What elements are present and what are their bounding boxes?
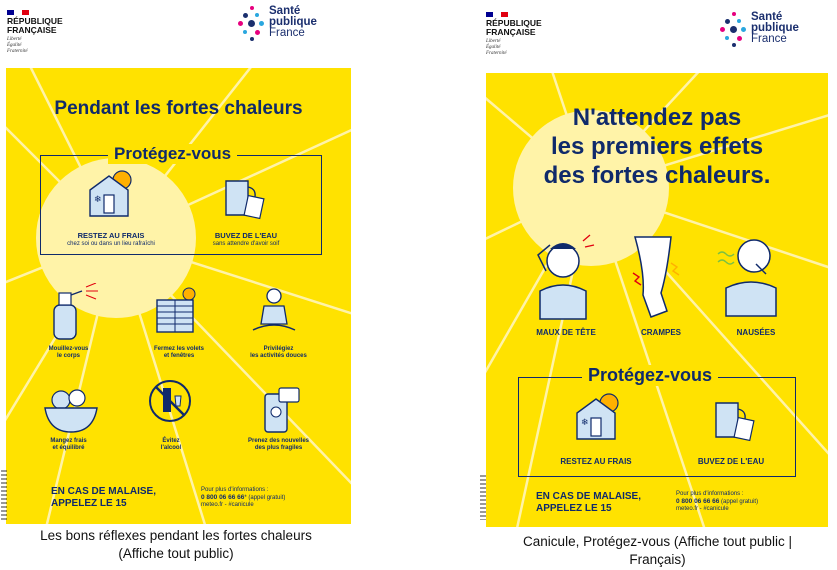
info-phone-note: * (appel gratuit) bbox=[244, 495, 286, 501]
info-web: meteo.fr - #canicule bbox=[676, 506, 729, 512]
tip-stay-cool-label: RESTEZ AU FRAIS bbox=[77, 231, 145, 240]
brand-line1: Santé bbox=[751, 11, 783, 23]
salad-bowl-icon bbox=[41, 386, 101, 436]
phone-message-icon bbox=[259, 386, 305, 436]
sante-publique-dots-icon bbox=[238, 6, 266, 46]
tip-drink-water-label: BUVEZ DE L'EAU bbox=[697, 457, 765, 466]
info-title: Pour plus d'informations : bbox=[201, 487, 269, 493]
symptom-headache-label: MAUX DE TÊTE bbox=[536, 328, 596, 337]
republique-text: RÉPUBLIQUE FRANÇAISE bbox=[7, 16, 63, 35]
svg-text:❄: ❄ bbox=[581, 417, 589, 427]
poster-title: Pendant les fortes chaleurs bbox=[54, 98, 303, 119]
republique-text: RÉPUBLIQUE FRANÇAISE bbox=[486, 18, 542, 37]
sante-publique-logo bbox=[720, 12, 799, 52]
flag-icon bbox=[7, 10, 29, 15]
motto-text: Liberté Égalité Fraternité bbox=[486, 39, 507, 56]
info-web: meteo.fr - #canicule bbox=[201, 502, 254, 508]
tip-wet-body-label: Mouillez-vous le corps bbox=[48, 346, 89, 359]
protect-box bbox=[40, 155, 322, 255]
flag-icon bbox=[486, 12, 508, 17]
info-phone-note: (appel gratuit) bbox=[719, 499, 759, 505]
tip-drink-water-detail: sans attendre d'avoir soif bbox=[212, 241, 280, 247]
brand-line1: Santé bbox=[269, 5, 301, 17]
tip-drink-water-label: BUVEZ DE L'EAU bbox=[214, 231, 278, 240]
brand-line2: publique bbox=[751, 22, 799, 34]
house-cool-icon bbox=[84, 168, 134, 218]
symptom-cramps-label: CRAMPES bbox=[640, 328, 681, 337]
info-phone: 0 800 06 66 66 bbox=[676, 498, 720, 505]
republique-francaise-logo bbox=[486, 12, 542, 57]
spray-bottle-icon bbox=[46, 283, 101, 343]
republique-francaise-logo bbox=[7, 10, 63, 55]
caption-2[interactable]: Canicule, Protégez-vous (Affiche tout public | Français) bbox=[523, 534, 792, 567]
shutters-icon bbox=[153, 286, 203, 336]
symptom-nausea-label: NAUSÉES bbox=[736, 328, 776, 337]
poster-2[interactable] bbox=[486, 73, 828, 527]
leg-cramp-icon bbox=[631, 233, 691, 323]
brand-line3: France bbox=[751, 33, 787, 45]
tip-gentle-activities-label: Privilégiez les activités douces bbox=[250, 346, 307, 359]
nausea-person-icon bbox=[716, 228, 786, 318]
svg-text:❄: ❄ bbox=[94, 194, 102, 204]
tip-check-vulnerable-label: Prenez des nouvelles des plus fragiles bbox=[247, 438, 310, 451]
poster-card-2[interactable] bbox=[478, 0, 837, 570]
poster-1[interactable] bbox=[6, 68, 351, 524]
water-jug-icon bbox=[218, 171, 268, 221]
emergency-text: EN CAS DE MALAISE, APPELEZ LE 15 bbox=[536, 491, 642, 514]
poster-side-code bbox=[480, 475, 486, 520]
info-block bbox=[201, 487, 331, 509]
headache-person-icon bbox=[528, 231, 598, 321]
emergency-text: EN CAS DE MALAISE, APPELEZ LE 15 bbox=[51, 486, 157, 509]
tip-close-shutters-label: Fermez les volets et fenêtres bbox=[153, 346, 205, 359]
poster-side-code bbox=[1, 470, 7, 520]
caption-1[interactable]: Les bons réflexes pendant les fortes chaleurs (Affiche tout public) bbox=[40, 528, 312, 561]
poster-title: N'attendez pas les premiers effets des fortes chaleurs. bbox=[543, 104, 771, 189]
sante-publique-logo bbox=[238, 6, 317, 46]
no-alcohol-icon bbox=[147, 378, 193, 424]
poster-card-1[interactable] bbox=[0, 0, 360, 570]
sante-publique-dots-icon bbox=[720, 12, 748, 52]
protect-heading: Protégez-vous bbox=[108, 144, 237, 164]
info-title: Pour plus d'informations : bbox=[676, 491, 744, 497]
meditation-icon bbox=[249, 286, 299, 336]
protect-heading: Protégez-vous bbox=[582, 365, 718, 386]
water-jug-icon bbox=[708, 393, 758, 443]
tip-avoid-alcohol-label: Évitez l'alcool bbox=[160, 438, 182, 451]
motto-text: Liberté Égalité Fraternité bbox=[7, 37, 28, 54]
info-phone: 0 800 06 66 66 bbox=[201, 494, 245, 501]
brand-line3: France bbox=[269, 27, 305, 39]
tip-stay-cool-detail: chez soi ou dans un lieu rafraîchi bbox=[67, 241, 155, 247]
tip-stay-cool-label: RESTEZ AU FRAIS bbox=[560, 457, 632, 466]
house-cool-icon bbox=[571, 391, 621, 441]
brand-line2: publique bbox=[269, 16, 317, 28]
info-block bbox=[676, 491, 816, 513]
tip-eat-fresh-label: Mangez frais et équilibré bbox=[50, 438, 87, 451]
